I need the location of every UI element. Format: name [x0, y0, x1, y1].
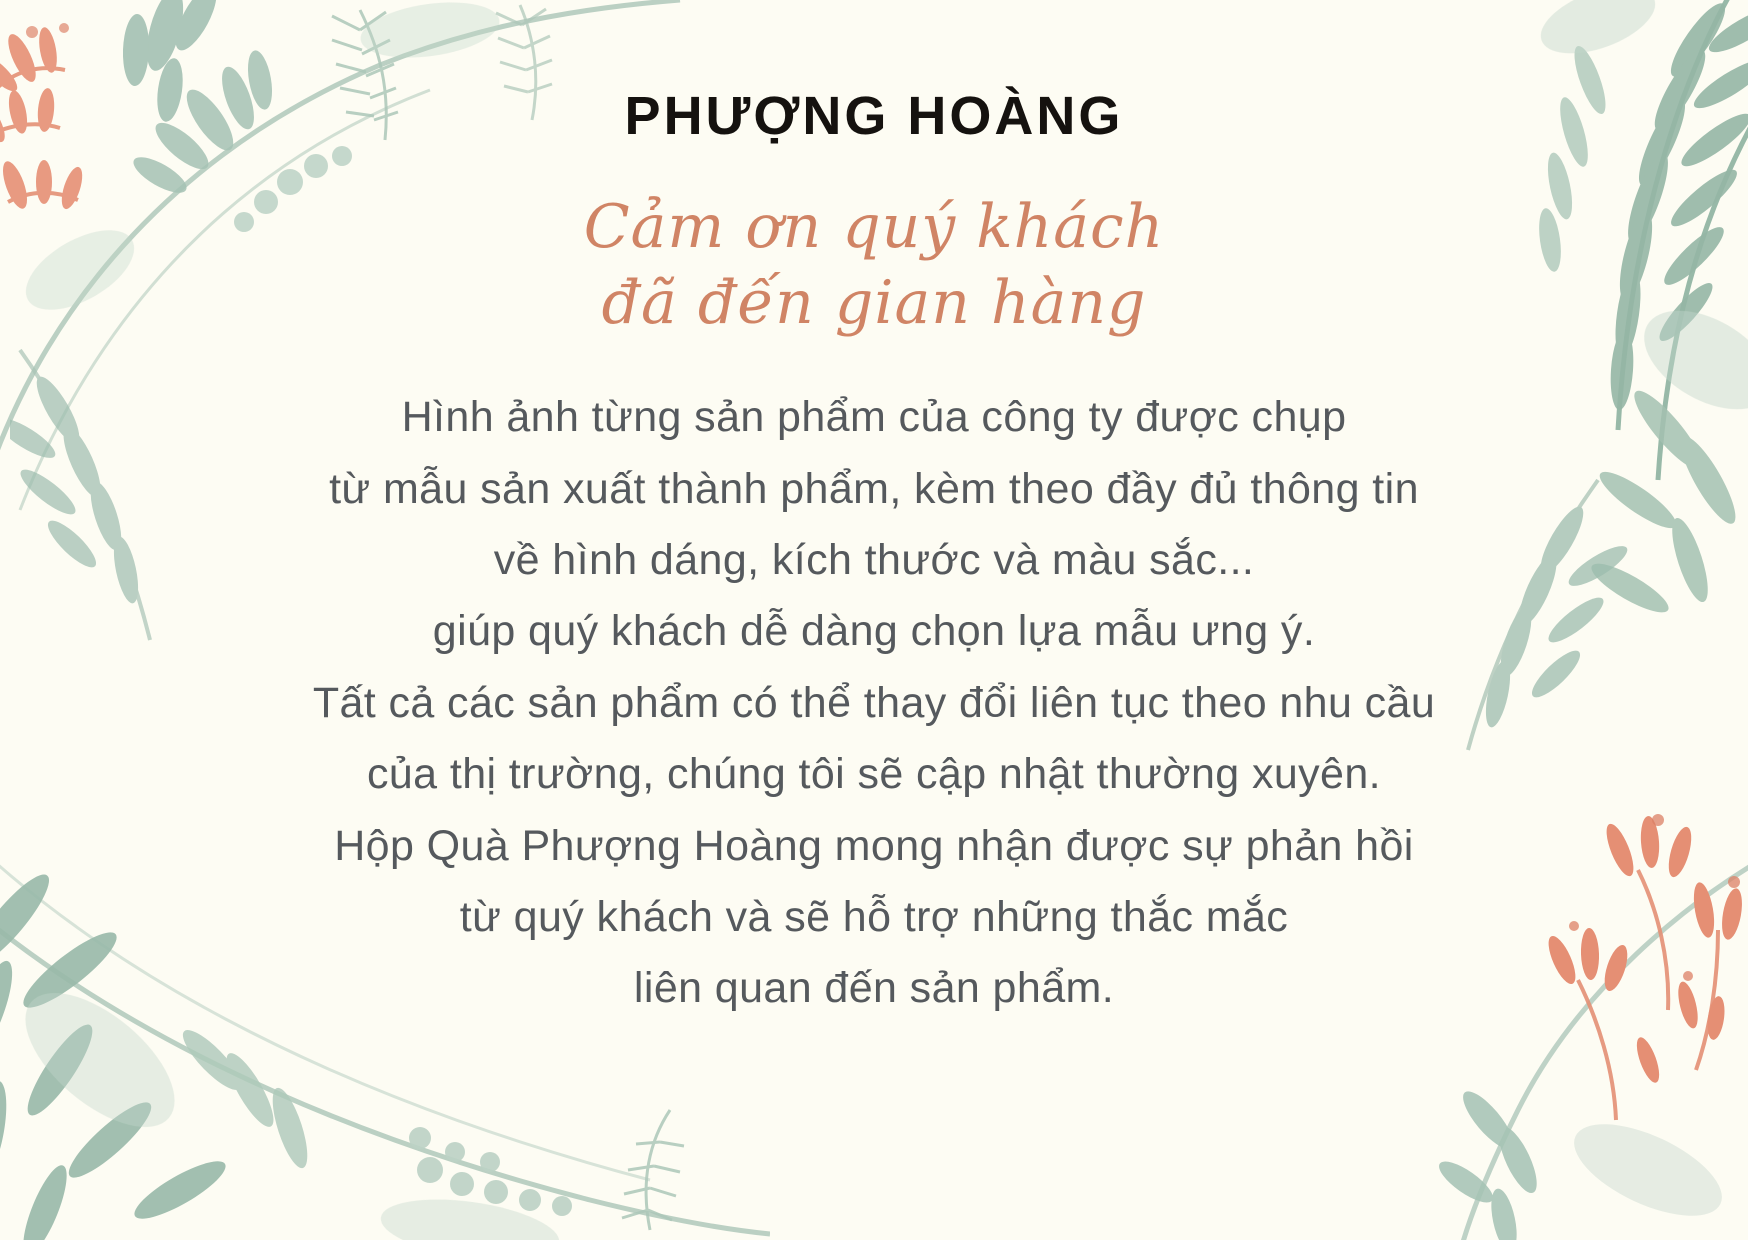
body-line-5: Tất cả các sản phẩm có thể thay đổi liên tục theo nhu cầu — [312, 678, 1436, 727]
body-line-1: Hình ảnh từng sản phẩm của công ty được chụp — [401, 393, 1347, 442]
body-paragraph — [159, 382, 1589, 1024]
body-line-3: về hình dáng, kích thước và màu sắc... — [493, 536, 1255, 585]
body-line-9: liên quan đến sản phẩm. — [633, 964, 1115, 1013]
body-line-2: từ mẫu sản xuất thành phẩm, kèm theo đầy đủ thông tin — [329, 464, 1419, 513]
body-line-8: từ quý khách và sẽ hỗ trợ những thắc mắc — [459, 892, 1289, 941]
page-title: PHƯỢNG HOÀNG — [624, 86, 1124, 146]
thank-you-script — [584, 189, 1165, 343]
body-line-4: giúp quý khách dễ dàng chọn lựa mẫu ưng ý. — [432, 607, 1316, 656]
script-line-1: Cảm ơn quý khách — [583, 191, 1165, 262]
script-line-2: đã đến gian hàng — [601, 268, 1147, 339]
body-line-7: Hộp Quà Phượng Hoàng mong nhận được sự phản hồi — [334, 821, 1414, 870]
body-line-6: của thị trường, chúng tôi sẽ cập nhật thường xuyên. — [366, 750, 1382, 799]
